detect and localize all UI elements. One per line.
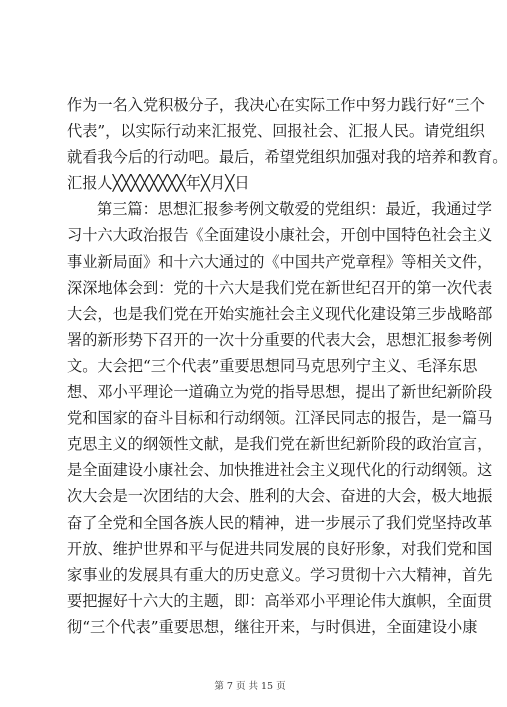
text-line: 奋了全党和全国各族人民的精神，进一步展示了我们党坚持改革 [67, 513, 493, 532]
text-line: 开放、维护世界和平与促进共同发展的良好形象，对我们党和国 [67, 539, 493, 558]
text-line: 作为一名入党积极分子，我决心在实际工作中努力践行好“三个 [67, 96, 485, 114]
text-line: 克思主义的纲领性文献，是我们党在新世纪新阶段的政治宣言， [67, 435, 493, 454]
text-line: 想、邓小平理论一道确立为党的指导思想，提出了新世纪新阶段 [67, 383, 493, 402]
text-line: 家事业的发展具有重大的历史意义。学习贯彻十六大精神，首先 [67, 565, 493, 584]
text-line: 就看我今后的行动吧。最后，希望党组织加强对我的培养和教育。 [67, 148, 507, 167]
text-line: 文。大会把“三个代表”重要思想同马克思列宁主义、毛泽东思 [67, 356, 478, 375]
text-line: 党和国家的奋斗目标和行动纲领。江泽民同志的报告，是一篇马 [67, 409, 493, 428]
text-line: 是全面建设小康社会、加快推进社会主义现代化的行动纲领。这 [67, 461, 493, 480]
text-line: 彻“三个代表”重要思想，继往开来，与时俱进，全面建设小康 [67, 617, 478, 636]
text-line: 第三篇：思想汇报参考例文敬爱的党组织：最近，我通过学 [97, 200, 492, 219]
text-line: 署的新形势下召开的一次十分重要的代表大会，思想汇报参考例 [67, 330, 493, 349]
text-line: 要把握好十六大的主题，即：高举邓小平理论伟大旗帜，全面贯 [67, 591, 493, 610]
text-line: 次大会是一次团结的大会、胜利的大会、奋进的大会，极大地振 [67, 487, 493, 506]
text-line: 大会，也是我们党在开始实施社会主义现代化建设第三步战略部 [67, 304, 493, 323]
text-line: 代表”，以实际行动来汇报党、回报社会、汇报人民。请党组织 [67, 122, 485, 141]
text-line: 深深地体会到：党的十六大是我们党在新世纪召开的第一次代表 [67, 278, 493, 297]
body-text [67, 92, 507, 640]
text-line: 习十六大政治报告《全面建设小康社会，开创中国特色社会主义 [67, 226, 493, 245]
page-number-footer: 第 7 页 共 15 页 [214, 681, 286, 692]
text-line: 汇报人╳╳╳╳╳╳╳╳年╳月╳日 [67, 174, 250, 193]
text-line: 事业新局面》和十六大通过的《中国共产党章程》等相关文件， [67, 252, 493, 271]
